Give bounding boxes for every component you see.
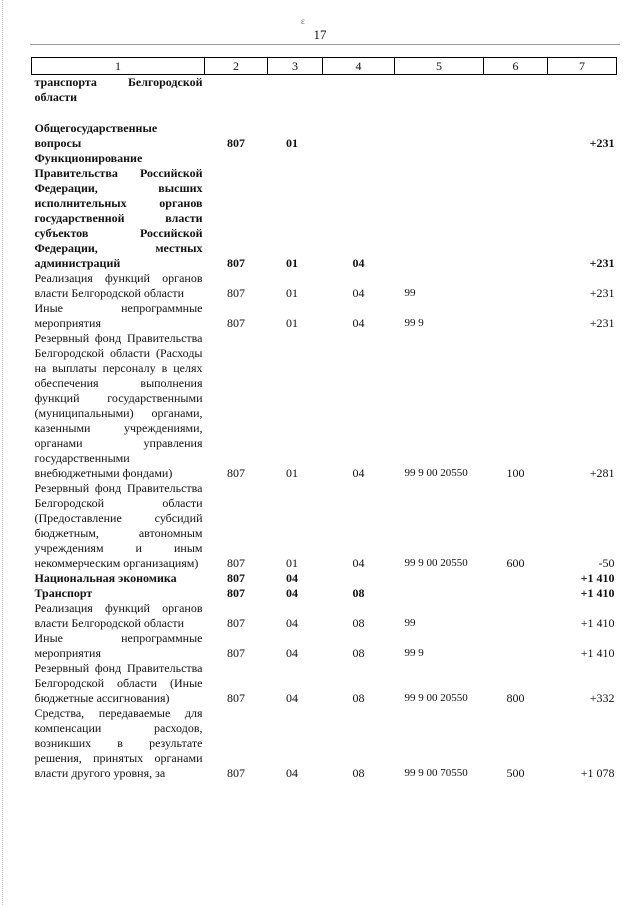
- code-expense-type: [484, 631, 548, 661]
- amount-change: +332: [589, 691, 615, 705]
- spacer-row: [32, 105, 617, 121]
- code-subsection: 08: [352, 586, 365, 600]
- amount-change: +1 078: [580, 766, 615, 780]
- item-name: Иные непрограммные мероприятия: [34, 631, 203, 660]
- code-target-article: [395, 586, 484, 601]
- table-row: [32, 121, 617, 151]
- code-section: 04: [286, 586, 298, 600]
- code-expense-type: [484, 301, 548, 331]
- table-row: [32, 661, 617, 706]
- amount-change: +231: [589, 286, 615, 300]
- budget-table: [31, 57, 617, 781]
- code-subsection: 04: [352, 556, 365, 570]
- code-ministry: [205, 75, 268, 106]
- item-name: транспорта Белгородской области: [34, 75, 203, 104]
- column-header: 6: [484, 58, 548, 75]
- item-name: Резервный фонд Правительства Белгородской области (Расходы на выплаты персоналу в целях обеспечения выполнения функций государственными (муниципальными) органами, казенными учреждениями, органами управления государственными внебюджетными фондами): [34, 331, 203, 480]
- code-section: [268, 75, 323, 106]
- code-ministry: 807: [227, 586, 245, 600]
- amount-change: +1 410: [580, 586, 615, 600]
- table-row: [32, 271, 617, 301]
- column-header: 1: [32, 58, 205, 75]
- amount-change: +1 410: [580, 646, 615, 660]
- table-row: [32, 586, 617, 601]
- amount-change: +231: [589, 256, 615, 270]
- table-row: [32, 301, 617, 331]
- code-section: 04: [286, 691, 298, 705]
- column-header: 3: [268, 58, 323, 75]
- code-section: 01: [286, 256, 298, 270]
- item-name: Национальная экономика: [34, 571, 177, 585]
- code-expense-type: [484, 151, 548, 271]
- code-target-article: [395, 151, 484, 271]
- code-ministry: 807: [227, 286, 245, 300]
- code-target-article: 99: [404, 617, 416, 629]
- code-target-article: 99 9 00 20550: [404, 692, 468, 704]
- code-target-article: 99 9: [404, 317, 424, 329]
- code-ministry: 807: [227, 571, 245, 585]
- column-header: 4: [323, 58, 395, 75]
- code-subsection: 04: [352, 316, 365, 330]
- code-target-article: 99 9 00 20550: [404, 467, 468, 479]
- code-target-article: [395, 571, 484, 586]
- table-row: [32, 571, 617, 586]
- page-number: 17: [313, 27, 327, 42]
- table-row: [32, 331, 617, 481]
- amount-change: +1 410: [580, 571, 615, 585]
- item-name: Общегосударственные вопросы: [34, 121, 158, 150]
- code-expense-type: [484, 121, 548, 151]
- item-name: Реализация функций органов власти Белгородской области: [34, 601, 203, 630]
- amount-change: +231: [589, 316, 615, 330]
- table-row: [32, 151, 617, 271]
- code-expense-type: 800: [506, 691, 525, 705]
- code-ministry: 807: [227, 766, 245, 780]
- table-row: [32, 481, 617, 571]
- item-name: Средства, передаваемые для компенсации расходов, возникших в результате решения, принятых органами власти другого уровня, за: [34, 706, 203, 780]
- code-subsection: 04: [352, 466, 365, 480]
- table-row: [32, 706, 617, 781]
- item-name: Функционирование Правительства Российской Федерации, высших исполнительных органов государственной власти субъектов Российской Федерации, местных администраций: [34, 151, 203, 270]
- code-subsection: [323, 121, 395, 151]
- code-ministry: 807: [227, 691, 245, 705]
- column-header: 5: [395, 58, 484, 75]
- code-subsection: 08: [352, 646, 365, 660]
- code-section: 01: [286, 466, 298, 480]
- column-header: 7: [548, 58, 617, 75]
- amount-change: [548, 75, 617, 106]
- code-ministry: 807: [227, 466, 245, 480]
- amount-change: +281: [589, 466, 615, 480]
- code-subsection: [323, 571, 395, 586]
- item-name: Иные непрограммные мероприятия: [34, 301, 203, 330]
- code-section: 01: [286, 556, 298, 570]
- amount-change: -50: [598, 556, 615, 570]
- code-ministry: 807: [227, 646, 245, 660]
- code-target-article: 99: [404, 287, 416, 299]
- scan-mark: ε: [301, 16, 305, 26]
- spacer-cell: [32, 105, 617, 121]
- code-section: 04: [286, 766, 298, 780]
- header-rule: [30, 44, 620, 45]
- code-subsection: 04: [352, 286, 365, 300]
- code-ministry: 807: [227, 316, 245, 330]
- code-expense-type: 600: [506, 556, 525, 570]
- code-section: 01: [286, 286, 298, 300]
- code-section: 01: [286, 316, 298, 330]
- code-section: 04: [286, 571, 298, 585]
- column-header-row: [32, 58, 617, 75]
- code-subsection: 08: [352, 766, 365, 780]
- column-header: 2: [205, 58, 268, 75]
- table-row: [32, 601, 617, 631]
- amount-change: +231: [589, 136, 615, 150]
- code-ministry: 807: [227, 616, 245, 630]
- code-section: 01: [286, 136, 298, 150]
- item-name: Реализация функций органов власти Белгородской области: [34, 271, 203, 300]
- code-section: 04: [286, 646, 298, 660]
- code-target-article: 99 9: [404, 647, 424, 659]
- table-row: [32, 631, 617, 661]
- code-target-article: 99 9 00 20550: [404, 557, 468, 569]
- code-target-article: 99 9 00 70550: [404, 767, 468, 779]
- code-subsection: 08: [352, 691, 365, 705]
- code-expense-type: [484, 75, 548, 106]
- item-name: Транспорт: [34, 586, 93, 600]
- scan-edge-dots: [2, 0, 4, 905]
- code-section: 04: [286, 616, 298, 630]
- code-expense-type: 500: [506, 766, 525, 780]
- code-expense-type: [484, 586, 548, 601]
- code-ministry: 807: [227, 256, 245, 270]
- code-ministry: 807: [227, 556, 245, 570]
- code-ministry: 807: [227, 136, 245, 150]
- code-expense-type: [484, 571, 548, 586]
- code-subsection: [323, 75, 395, 106]
- amount-change: +1 410: [580, 616, 615, 630]
- code-expense-type: 100: [506, 466, 525, 480]
- table-row: [32, 75, 617, 106]
- code-subsection: 04: [352, 256, 365, 270]
- code-target-article: [395, 121, 484, 151]
- code-subsection: 08: [352, 616, 365, 630]
- code-expense-type: [484, 271, 548, 301]
- table-body: [32, 75, 617, 782]
- item-name: Резервный фонд Правительства Белгородской области (Предоставление субсидий бюджетным, автономным учреждениям и иным некоммерческим организациям): [34, 481, 203, 570]
- code-target-article: [395, 75, 484, 106]
- item-name: Резервный фонд Правительства Белгородской области (Иные бюджетные ассигнования): [34, 661, 203, 705]
- code-expense-type: [484, 601, 548, 631]
